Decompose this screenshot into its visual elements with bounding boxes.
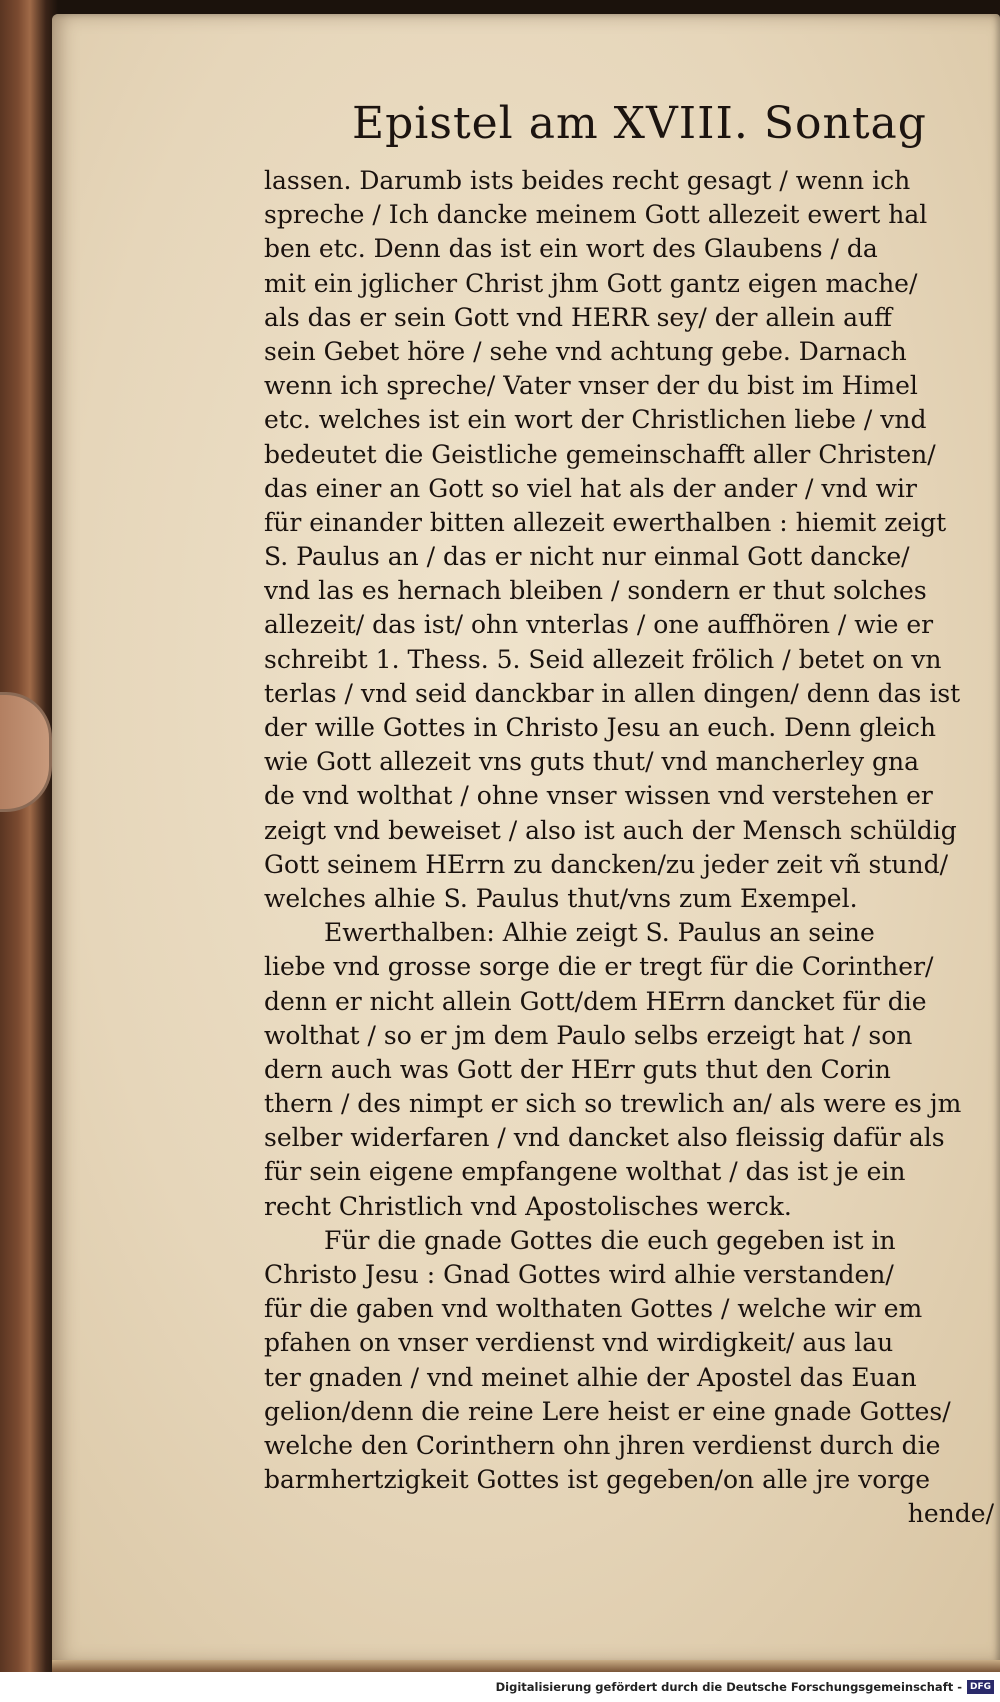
text-line: lassen. Darumb ists beides recht gesagt / wenn ich: [264, 166, 911, 195]
text-line: Für die gnade Gottes die euch gegeben ist in: [324, 1225, 896, 1255]
text-line: selber widerfaren / vnd dancket also fleissig dafür als: [264, 1123, 945, 1153]
text-line: der wille Gottes in Christo Jesu an euch. Denn gleich: [264, 713, 937, 742]
text-line: terlas / vnd seid danckbar in allen dingen/ denn das ist: [264, 678, 961, 708]
page-header: Epistel am XVIII. Sontag: [352, 98, 927, 149]
dfg-logo: DFG: [967, 1680, 994, 1694]
text-line: ben etc. Denn das ist ein wort des Glaubens / da: [264, 234, 878, 264]
text-line: mit ein jglicher Christ jhm Gott gantz eigen mache/: [264, 268, 918, 298]
text-line: spreche / Ich dancke meinem Gott allezeit ewert hal: [264, 200, 928, 230]
text-line: dern auch was Gott der HErr guts thut den Corin: [264, 1054, 891, 1084]
text-line: schreibt 1. Thess. 5. Seid allezeit frölich / betet on vn: [264, 644, 942, 674]
text-line: allezeit/ das ist/ ohn vnterlas / one auffhören / wie er: [264, 610, 934, 640]
text-line: pfahen on vnser verdienst vnd wirdigkeit/ aus lau: [264, 1328, 894, 1358]
book-page: [52, 14, 1000, 1664]
text-line: sein Gebet höre / sehe vnd achtung gebe. Darnach: [264, 336, 907, 366]
text-line: für sein eigene empfangene wolthat / das ist je ein: [264, 1157, 906, 1187]
text-line: recht Christlich vnd Apostolisches werck.: [264, 1191, 792, 1221]
text-line: bedeutet die Geistliche gemeinschafft aller Christen/: [264, 439, 936, 469]
text-line: wie Gott allezeit vns guts thut/ vnd mancherley gna: [264, 747, 920, 777]
text-line: welche den Corinthern ohn jhren verdienst durch die: [264, 1430, 941, 1460]
page-tab-marker: [0, 692, 52, 812]
text-line: für einander bitten allezeit ewerthalben : hiemit zeigt: [264, 507, 947, 537]
text-line: S. Paulus an / das er nicht nur einmal Gott dancke/: [264, 542, 910, 572]
text-line: de vnd wolthat / ohne vnser wissen vnd verstehen er: [264, 781, 933, 811]
catchword: hende/: [907, 1499, 994, 1529]
text-line: Ewerthalben: Alhie zeigt S. Paulus an seine: [324, 918, 875, 948]
text-line: welches alhie S. Paulus thut/vns zum Exempel.: [264, 883, 858, 913]
text-line: gelion/denn die reine Lere heist er eine gnade Gottes/: [264, 1396, 951, 1426]
text-line: zeigt vnd beweiset / also ist auch der Mensch schüldig: [264, 815, 957, 845]
text-line: thern / des nimpt er sich so trewlich an/ als were es jm: [264, 1089, 962, 1119]
text-line: wolthat / so er jm dem Paulo selbs erzeigt hat / son: [264, 1020, 913, 1050]
text-line: Christo Jesu : Gnad Gottes wird alhie verstanden/: [264, 1260, 894, 1289]
text-line: für die gaben vnd wolthaten Gottes / welche wir em: [264, 1294, 923, 1324]
text-line: denn er nicht allein Gott/dem HErrn dancket für die: [264, 986, 927, 1016]
digitization-footer: [0, 1672, 1000, 1702]
footer-credit: Digitalisierung gefördert durch die Deutsche Forschungsgemeinschaft -: [495, 1680, 962, 1694]
page-body-text: [264, 164, 1000, 1532]
text-line: etc. welches ist ein wort der Christlichen liebe / vnd: [264, 405, 927, 435]
text-line: wenn ich spreche/ Vater vnser der du bist im Himel: [264, 371, 918, 401]
text-line: liebe vnd grosse sorge die er tregt für die Corinther/: [264, 952, 934, 982]
text-line: vnd las es hernach bleiben / sondern er thut solches: [264, 576, 927, 606]
text-line: als das er sein Gott vnd HERR sey/ der allein auff: [264, 302, 892, 332]
text-line: barmhertzigkeit Gottes ist gegeben/on alle jre vorge: [264, 1465, 931, 1495]
text-line: das einer an Gott so viel hat als der ander / vnd wir: [264, 473, 917, 503]
page-bottom-edge: [52, 1660, 1000, 1672]
text-line: Gott seinem HErrn zu dancken/zu jeder zeit vñ stund/: [264, 849, 949, 879]
text-line: ter gnaden / vnd meinet alhie der Apostel das Euan: [264, 1362, 917, 1392]
